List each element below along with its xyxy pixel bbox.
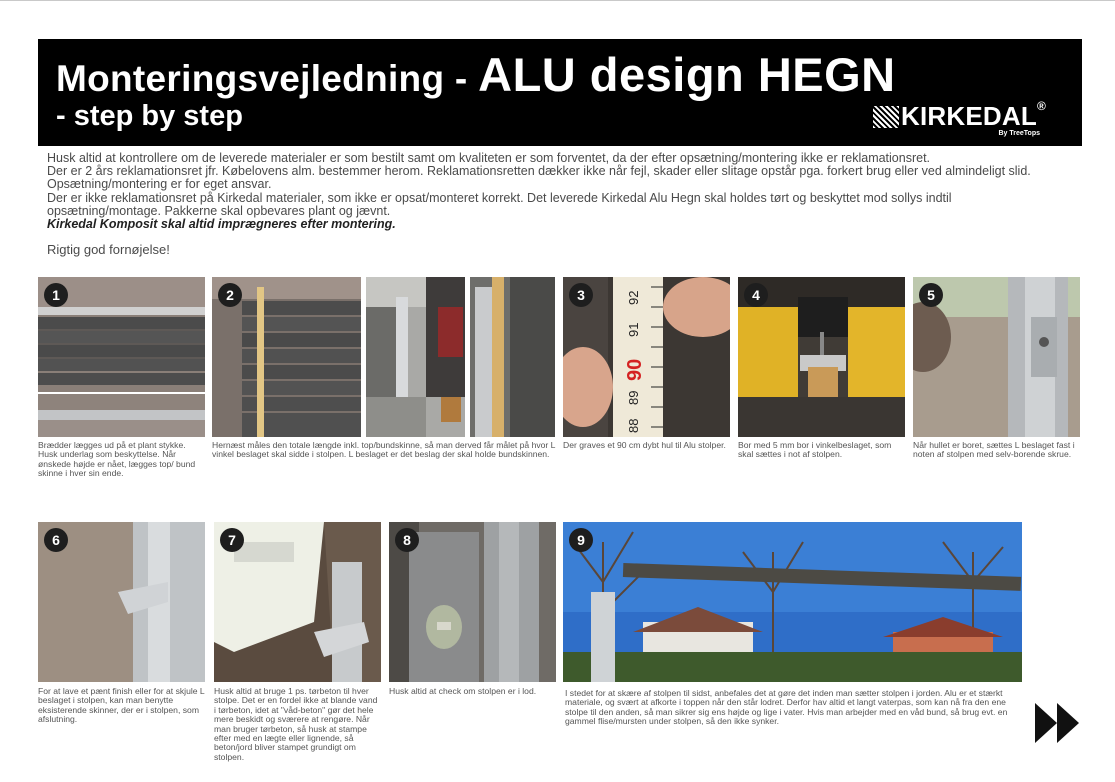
ruler-on-post-image xyxy=(470,277,555,437)
page-subtitle: - step by step xyxy=(56,100,243,132)
logo-text: KIRKEDAL xyxy=(901,101,1037,131)
step-3-caption: Der graves et 90 cm dybt hul til Alu stolper. xyxy=(563,440,726,450)
intro-line-3: Der er ikke reklamationsret på Kirkedal materialer, som ikke er opsat/monteret korrekt. Det leverede Kirkedal Alu Hegn skal holdes tørt og beskyttet mod sollys indtil opsætning/montage. Pakkerne skal opbevares plant og jævnt. xyxy=(47,190,952,218)
top-border-line xyxy=(0,0,1115,1)
step-6-caption: For at lave et pænt finish eller for at skjule L beslaget i stolpen, kan man benytte eksisterende skinner, der er i stolpen, som afslutning. xyxy=(38,686,205,725)
title-part-1: Monteringsvejledning - xyxy=(56,58,479,99)
ruler-mark-89: 89 xyxy=(626,390,641,405)
intro-text xyxy=(47,152,1067,231)
step-9-badge: 9 xyxy=(569,528,593,552)
step-1-badge: 1 xyxy=(44,283,68,307)
logo-registered-mark: ® xyxy=(1036,99,1046,113)
step-2-photo-ruler xyxy=(470,277,555,437)
step-7-badge: 7 xyxy=(220,528,244,552)
logo-mark-icon xyxy=(873,106,899,128)
step-2-badge: 2 xyxy=(218,283,242,307)
step-4-photo xyxy=(738,277,905,437)
step-2-photo-measure xyxy=(212,277,361,437)
step-8-caption: Husk altid at check om stolpen er i lod. xyxy=(389,686,537,696)
step-6-badge: 6 xyxy=(44,528,68,552)
rail-image xyxy=(38,394,205,437)
next-page-arrow-icon[interactable] xyxy=(1035,703,1081,743)
step-7-caption: Husk altid at bruge 1 ps. tørbeton til hver stolpe. Det er en fordel ikke at blande vand i tørbeton, idet at "våd-beton" gør det hele mere beskidt og sværere at rengøre. Når man bruger tørbeton, så husk at stampe efter med en lægte eller lignende, så beton/jord bliver stampet grundigt om stolpen. xyxy=(214,686,378,762)
step-3-badge: 3 xyxy=(569,283,593,307)
ruler-mark-91: 91 xyxy=(626,322,641,337)
header-banner xyxy=(38,39,1082,146)
logo-subtext: By TreeTops xyxy=(998,130,1040,137)
step-4-badge: 4 xyxy=(744,283,768,307)
step-9-caption: I stedet for at skære af stolpen til sidst, anbefales det at gøre det inden man sætter stolpen i jorden. Alu er et stærkt materiale, og svært at afkorte i toppen når den står lodret. Derfor hav altid et langt vaterpas, som kan nå fra den ene stolpe til den anden, så man sikrer sig ens højde og lige i vater. Hvis man arbejder med en våd bund, så brug evt. en gammel flise/mursten under stolpen, så den ikke synker. xyxy=(565,688,1008,727)
long-level-between-posts-image xyxy=(563,522,1022,682)
kirkedal-logo xyxy=(873,101,1046,132)
step-8-badge: 8 xyxy=(395,528,419,552)
step-5-badge: 5 xyxy=(919,283,943,307)
ruler-mark-90: 90 xyxy=(624,358,646,381)
title-part-2: ALU design HEGN xyxy=(478,48,896,101)
step-6-photo xyxy=(38,522,205,682)
step-1-photo-boards xyxy=(38,277,205,392)
step-7-photo xyxy=(214,522,381,682)
ruler-mark-92: 92 xyxy=(626,290,641,305)
step-5-photo xyxy=(913,277,1080,437)
greeting-text: Rigtig god fornøjelse! xyxy=(47,242,170,257)
step-4-caption: Bor med 5 mm bor i vinkelbeslaget, som skal sættes i not af stolpen. xyxy=(738,440,892,460)
post-with-person-image xyxy=(366,277,465,437)
step-8-photo xyxy=(389,522,556,682)
intro-bold-note: Kirkedal Komposit skal altid imprægneres efter montering. xyxy=(47,217,396,232)
step-2-caption: Hernæst måles den totale længde inkl. top/bundskinne, så man derved får målet på hvor L vinkel beslaget skal sidde i stolpen. L beslaget er det beslag der skal holde bundskinnen. xyxy=(212,440,556,460)
step-1-caption: Brædder lægges ud på et plant stykke. Husk underlag som beskyttelse. Når ønskede højde er nået, lægges top/ bund skinne i hver sin ende. xyxy=(38,440,196,479)
intro-line-2: Der er 2 års reklamationsret jfr. Købelovens alm. bestemmer herom. Reklamationsretten dækker ikke når fejl, skader eller slitage opstår pga. forkert brug eller ved almindeligt slid. Opsætning/montering er for eget ansvar. xyxy=(47,164,1031,192)
intro-line-1: Husk altid at kontrollere om de leverede materialer er som bestilt samt om kvaliteten er som forventet, da der efter opsætning/montering ikke er reklamationsret. xyxy=(47,151,931,165)
step-3-photo xyxy=(563,277,730,437)
ruler-mark-88: 88 xyxy=(626,418,641,433)
step-2-photo-post xyxy=(366,277,465,437)
step-9-photo xyxy=(563,522,1022,682)
page-title xyxy=(56,47,896,102)
step-1-photo-rail xyxy=(38,394,205,437)
step-5-caption: Når hullet er boret, sættes L beslaget fast i noten af stolpen med selv-borende skrue. xyxy=(913,440,1075,460)
